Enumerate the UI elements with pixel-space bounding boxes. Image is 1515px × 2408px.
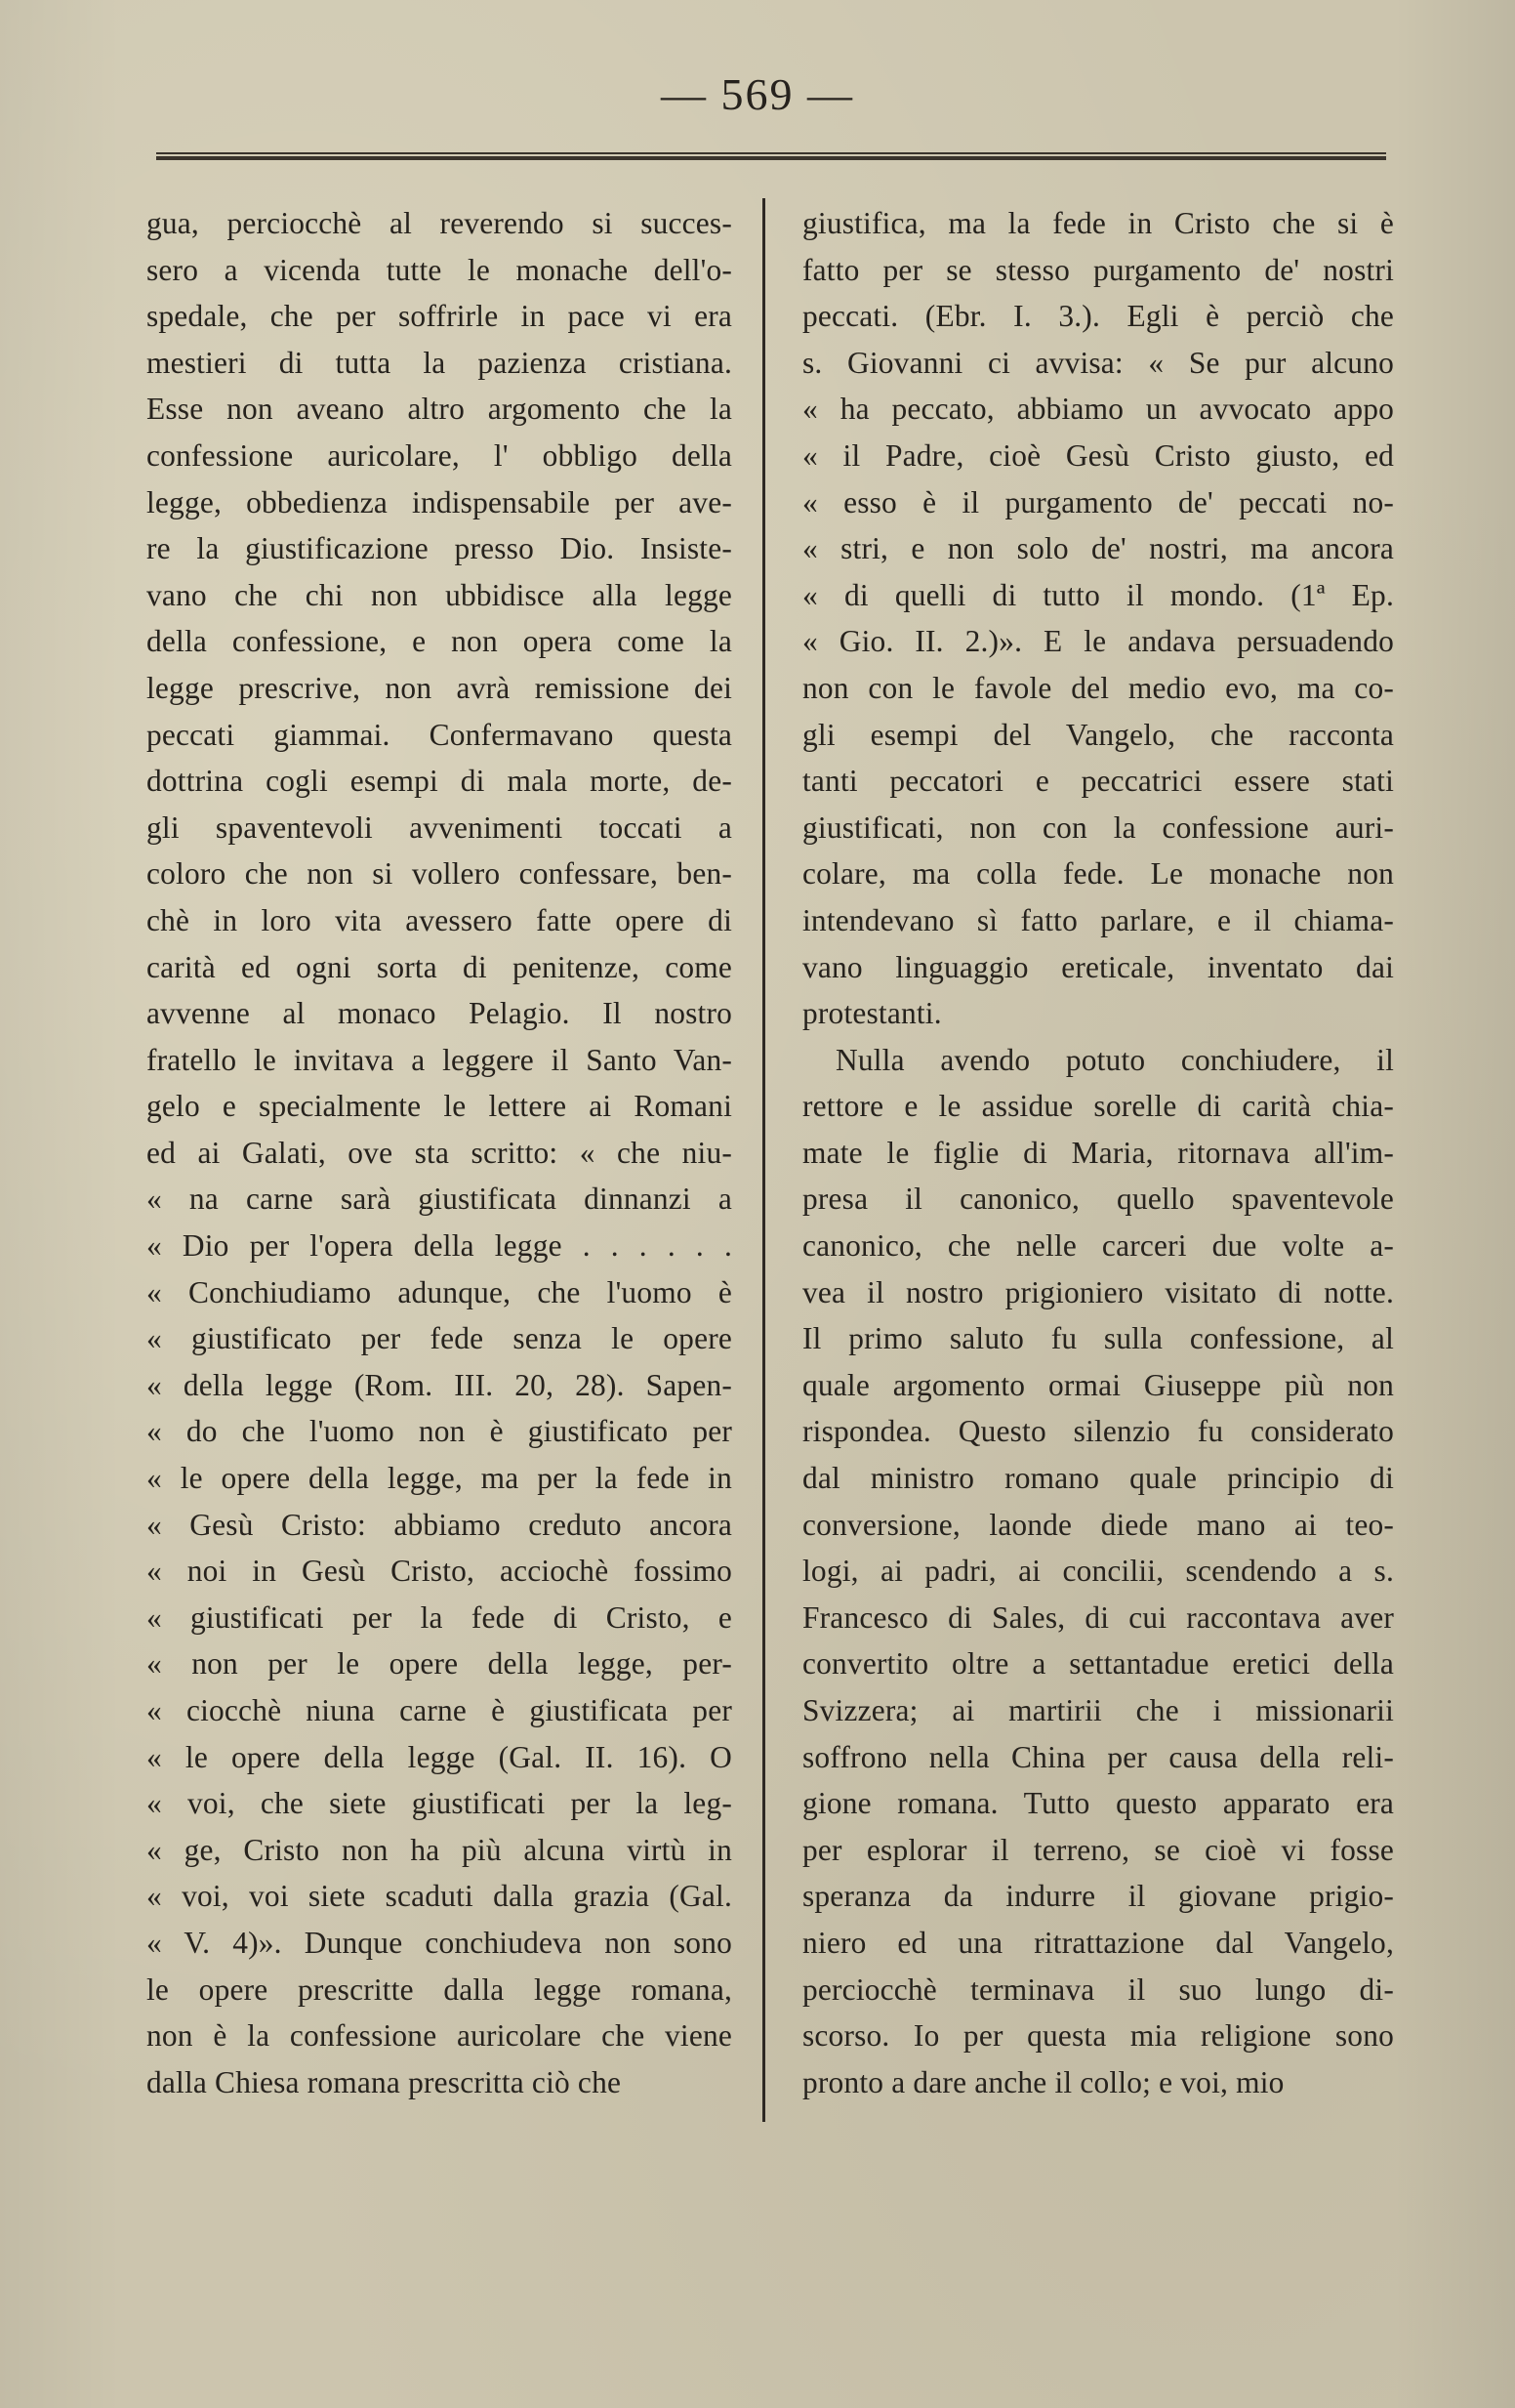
- text-line: Francesco di Sales, di cui raccontava aver: [802, 1599, 1394, 1635]
- text-line: colare, ma colla fede. Le monache non: [802, 856, 1394, 892]
- text-line: quale argomento ormai Giuseppe più non: [802, 1367, 1394, 1402]
- text-line: « giustificati per la fede di Cristo, e: [146, 1599, 732, 1635]
- text-line: legge prescrive, non avrà remissione dei: [146, 670, 732, 705]
- text-line: Il primo saluto fu sulla confessione, al: [802, 1321, 1394, 1356]
- text-line: « Conchiudiamo adunque, che l'uomo è: [146, 1274, 732, 1309]
- text-line: « V. 4)». Dunque conchiudeva non sono: [146, 1925, 732, 1960]
- text-line: dal ministro romano quale principio di: [802, 1461, 1394, 1496]
- text-line: « noi in Gesù Cristo, acciochè fossimo: [146, 1554, 732, 1589]
- text-line: niero ed una ritrattazione dal Vangelo,: [802, 1925, 1394, 1960]
- text-line: « giustificato per fede senza le opere: [146, 1321, 732, 1356]
- text-line: non è la confessione auricolare che viene: [146, 2018, 732, 2054]
- text-line: spedale, che per soffrirle in pace vi era: [146, 299, 732, 334]
- text-line: canonico, che nelle carceri due volte a-: [802, 1228, 1394, 1264]
- text-line: soffrono nella China per causa della reli-: [802, 1739, 1394, 1774]
- text-line: sero a vicenda tutte le monache dell'o-: [146, 252, 732, 287]
- text-line: Esse non aveano altro argomento che la: [146, 392, 732, 427]
- text-line: « esso è il purgamento de' peccati no-: [802, 484, 1394, 519]
- header-rule: [156, 152, 1386, 160]
- text-line: gua, perciocchè al reverendo si succes-: [146, 206, 732, 240]
- text-line: gli esempi del Vangelo, che racconta: [802, 717, 1394, 752]
- text-line: vano che chi non ubbidisce alla legge: [146, 577, 732, 612]
- text-line: gli spaventevoli avvenimenti toccati a: [146, 810, 732, 845]
- text-line: le opere prescritte dalla legge romana,: [146, 1972, 732, 2007]
- text-line: « le opere della legge, ma per la fede in: [146, 1461, 732, 1496]
- text-line: « Dio per l'opera della legge . . . . . .: [146, 1228, 732, 1264]
- text-line: « do che l'uomo non è giustificato per: [146, 1414, 732, 1449]
- text-line: gelo e specialmente le lettere ai Romani: [146, 1089, 732, 1124]
- text-line: peccati. (Ebr. I. 3.). Egli è perciò che: [802, 299, 1394, 334]
- text-line: « il Padre, cioè Gesù Cristo giusto, ed: [802, 437, 1394, 473]
- text-line: protestanti.: [802, 996, 942, 1031]
- text-line: mate le figlie di Maria, ritornava all'im-: [802, 1135, 1394, 1170]
- left-column: [146, 200, 732, 2105]
- text-line: non con le favole del medio evo, ma co-: [802, 670, 1394, 705]
- text-line: « Gio. II. 2.)». E le andava persuadendo: [802, 624, 1394, 659]
- text-line: rettore e le assidue sorelle di carità chia-: [802, 1089, 1394, 1124]
- text-line: « Gesù Cristo: abbiamo creduto ancora: [146, 1507, 732, 1542]
- text-line: fatto per se stesso purgamento de' nostri: [802, 252, 1394, 287]
- text-line: speranza da indurre il giovane prigio-: [802, 1879, 1394, 1914]
- right-column: [802, 200, 1394, 2105]
- text-line: perciocchè terminava il suo lungo di-: [802, 1972, 1394, 2007]
- text-line: « ciocchè niuna carne è giustificata per: [146, 1693, 732, 1727]
- text-line: chè in loro vita avessero fatte opere di: [146, 902, 732, 937]
- text-line: « voi, che siete giustificati per la leg-: [146, 1786, 732, 1821]
- text-line: giustificati, non con la confessione auri-: [802, 810, 1394, 845]
- text-line: « voi, voi siete scaduti dalla grazia (Gal.: [146, 1879, 732, 1914]
- column-divider: [762, 198, 765, 2122]
- text-line: avvenne al monaco Pelagio. Il nostro: [146, 996, 732, 1031]
- text-line: « di quelli di tutto il mondo. (1ª Ep.: [802, 577, 1394, 612]
- text-line: vea il nostro prigioniero visitato di notte.: [802, 1274, 1394, 1309]
- text-line: ed ai Galati, ove sta scritto: « che niu-: [146, 1135, 732, 1170]
- text-line: coloro che non si vollero confessare, ben-: [146, 856, 732, 892]
- text-line: vano linguaggio ereticale, inventato dai: [802, 949, 1394, 984]
- text-line: della confessione, e non opera come la: [146, 624, 732, 659]
- text-line: Svizzera; ai martirii che i missionarii: [802, 1693, 1394, 1727]
- text-line: legge, obbedienza indispensabile per ave-: [146, 484, 732, 519]
- text-line: intendevano sì fatto parlare, e il chiama-: [802, 902, 1394, 937]
- text-line: rispondea. Questo silenzio fu considerato: [802, 1414, 1394, 1449]
- text-line: « stri, e non solo de' nostri, ma ancora: [802, 531, 1394, 566]
- text-line: « della legge (Rom. III. 20, 28). Sapen-: [146, 1367, 732, 1402]
- text-line: « ha peccato, abbiamo un avvocato appo: [802, 392, 1394, 427]
- text-line: presa il canonico, quello spaventevole: [802, 1182, 1394, 1217]
- text-line: s. Giovanni ci avvisa: « Se pur alcuno: [802, 345, 1394, 380]
- text-line: tanti peccatori e peccatrici essere stati: [802, 764, 1394, 799]
- page-number: — 569 —: [661, 69, 854, 119]
- text-line: « na carne sarà giustificata dinnanzi a: [146, 1182, 732, 1217]
- text-line: « ge, Cristo non ha più alcuna virtù in: [146, 1832, 732, 1867]
- text-line: gione romana. Tutto questo apparato era: [802, 1786, 1394, 1821]
- text-line: dalla Chiesa romana prescritta ciò che: [146, 2064, 622, 2099]
- text-line: « non per le opere della legge, per-: [146, 1646, 732, 1681]
- text-line: mestieri di tutta la pazienza cristiana.: [146, 345, 732, 380]
- text-line: giustifica, ma la fede in Cristo che si è: [802, 206, 1394, 240]
- text-line: per esplorar il terreno, se cioè vi fosse: [802, 1832, 1394, 1867]
- text-line: carità ed ogni sorta di penitenze, come: [146, 949, 732, 984]
- text-line: conversione, laonde diede mano ai teo-: [802, 1507, 1394, 1542]
- text-line: Nulla avendo potuto conchiudere, il: [836, 1042, 1394, 1077]
- text-line: peccati giammai. Confermavano questa: [146, 717, 732, 752]
- text-line: scorso. Io per questa mia religione sono: [802, 2018, 1394, 2054]
- text-line: dottrina cogli esempi di mala morte, de-: [146, 764, 732, 799]
- text-line: re la giustificazione presso Dio. Insiste-: [146, 531, 732, 566]
- text-line: logi, ai padri, ai concilii, scendendo a s.: [802, 1554, 1394, 1589]
- text-line: pronto a dare anche il collo; e voi, mio: [802, 2064, 1285, 2099]
- text-line: « le opere della legge (Gal. II. 16). O: [146, 1739, 732, 1774]
- text-line: confessione auricolare, l' obbligo della: [146, 437, 732, 473]
- text-line: convertito oltre a settantadue eretici della: [802, 1646, 1394, 1681]
- text-line: fratello le invitava a leggere il Santo Van-: [146, 1042, 732, 1077]
